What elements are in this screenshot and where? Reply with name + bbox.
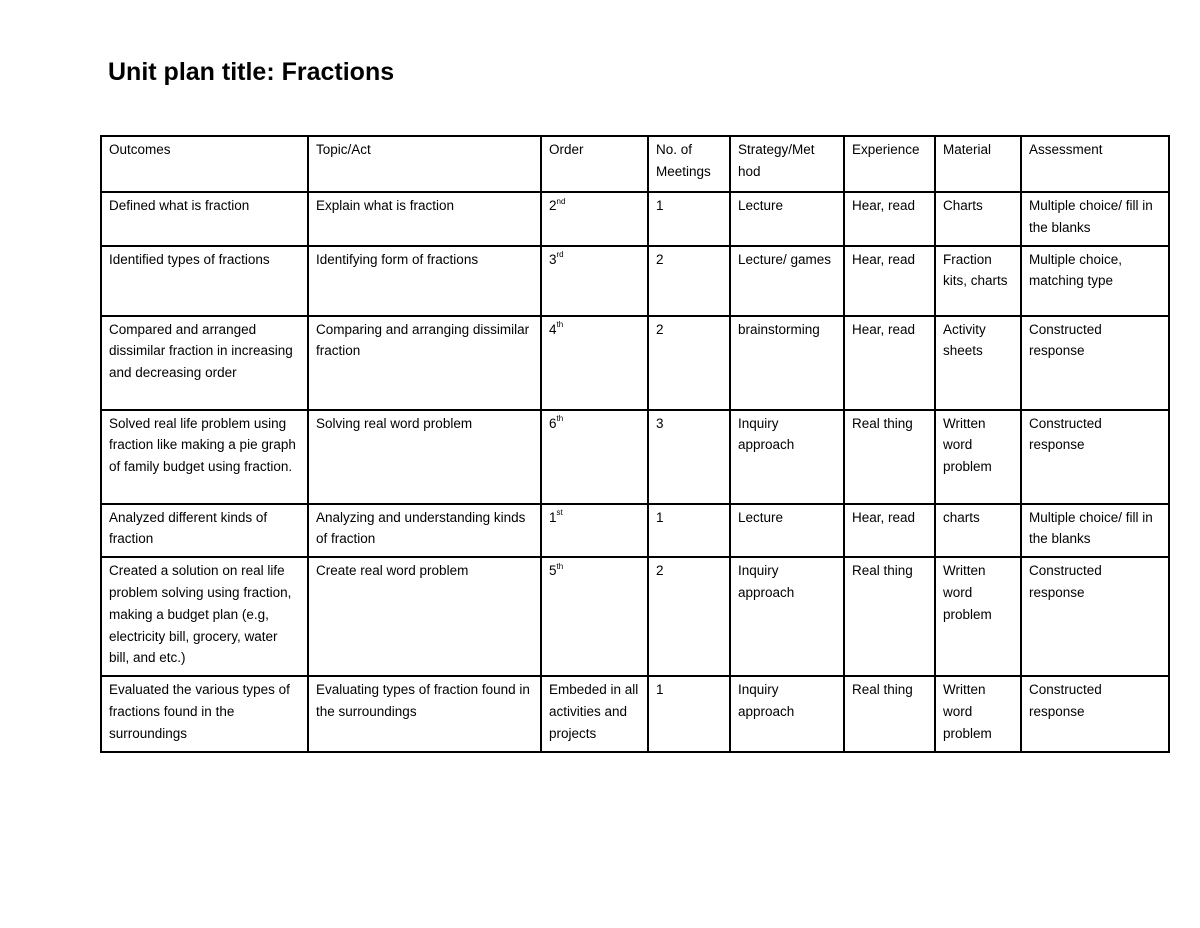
cell-assessment-text: Multiple choice, matching type (1029, 251, 1123, 289)
cell-experience-text: Real thing (852, 563, 913, 579)
cell-experience-text: Hear, read (852, 198, 916, 213)
cell-experience-text: Real thing (852, 415, 913, 431)
order-suffix: rd (556, 250, 564, 260)
cell-assessment (1021, 504, 1169, 558)
cell-topic-text: Create real word problem (316, 563, 469, 579)
cell-meetings-text: 1 (656, 198, 664, 213)
cell-assessment-text: Multiple choice/ fill in the blanks (1029, 198, 1153, 235)
cell-order-text: 3 (549, 251, 557, 267)
cell-material-text: Written word problem (943, 415, 992, 475)
cell-strategy-text: Lecture (738, 509, 784, 525)
cell-topic-text: Explain what is fraction (316, 198, 455, 213)
cell-outcome-text: Created a solution on real life problem solving using fraction, making a budget plan (e.g, electricity bill, grocery, water bill, and etc.) (109, 563, 292, 666)
cell-assessment-text: Constructed response (1029, 682, 1102, 719)
table-row (101, 504, 1169, 558)
cell-meetings (648, 557, 730, 676)
cell-order-text: 6 (549, 415, 557, 431)
cell-meetings (648, 246, 730, 316)
table-row (101, 557, 1169, 676)
cell-assessment (1021, 410, 1169, 504)
cell-assessment (1021, 557, 1169, 676)
cell-topic (308, 410, 541, 504)
cell-experience-text: Hear, read (852, 321, 916, 337)
cell-outcome-text: Analyzed different kinds of fraction (109, 509, 268, 547)
unit-plan-table (100, 135, 1170, 753)
cell-material (935, 504, 1021, 558)
cell-experience (844, 246, 935, 316)
cell-meetings (648, 676, 730, 751)
cell-topic-text: Comparing and arranging dissimilar fraction (316, 321, 530, 359)
header-order: Order (541, 136, 648, 192)
cell-strategy-text: brainstorming (738, 321, 820, 337)
cell-assessment (1021, 246, 1169, 316)
header-meetings: No. of Meetings (648, 136, 730, 192)
cell-order (541, 246, 648, 316)
cell-outcome-text: Solved real life problem using fraction like making a pie graph of family budget using fraction. (109, 415, 296, 475)
cell-assessment-text: Constructed response (1029, 563, 1102, 600)
cell-order-text: 1 (549, 509, 557, 525)
cell-experience-text: Real thing (852, 682, 913, 698)
cell-topic-text: Evaluating types of fraction found in the surroundings (316, 682, 530, 719)
cell-topic-text: Solving real word problem (316, 415, 473, 431)
cell-meetings (648, 192, 730, 246)
table-header-row (101, 136, 1169, 192)
cell-material-text: Written word problem (943, 563, 992, 622)
cell-strategy (730, 557, 844, 676)
cell-strategy (730, 410, 844, 504)
cell-experience (844, 410, 935, 504)
cell-experience (844, 316, 935, 410)
cell-topic (308, 192, 541, 246)
cell-outcome-text: Defined what is fraction (109, 198, 250, 213)
order-suffix: th (556, 414, 564, 424)
header-outcomes: Outcomes (101, 136, 308, 192)
cell-experience-text: Hear, read (852, 251, 916, 267)
cell-order (541, 316, 648, 410)
cell-order (541, 410, 648, 504)
cell-outcome-text: Compared and arranged dissimilar fraction in increasing and decreasing order (109, 321, 293, 381)
order-suffix: nd (556, 196, 566, 206)
cell-strategy-text: Inquiry approach (738, 563, 795, 600)
cell-outcome (101, 316, 308, 410)
cell-experience (844, 676, 935, 751)
table-row (101, 246, 1169, 316)
cell-meetings (648, 410, 730, 504)
cell-strategy (730, 192, 844, 246)
table-row (101, 192, 1169, 246)
cell-strategy (730, 246, 844, 316)
cell-assessment-text: Constructed response (1029, 415, 1102, 453)
page-title: Unit plan title: Fractions (108, 58, 395, 86)
cell-topic-text: Analyzing and understanding kinds of fraction (316, 509, 526, 547)
cell-topic (308, 504, 541, 558)
cell-strategy (730, 316, 844, 410)
cell-material-text: charts (943, 509, 980, 525)
cell-assessment-text: Constructed response (1029, 321, 1102, 359)
cell-topic (308, 316, 541, 410)
cell-material-text: Activity sheets (943, 321, 986, 359)
cell-strategy-text: Lecture/ games (738, 251, 832, 267)
header-experience: Experience (844, 136, 935, 192)
cell-meetings (648, 504, 730, 558)
order-suffix: th (556, 320, 564, 330)
table-row (101, 676, 1169, 751)
cell-meetings (648, 316, 730, 410)
cell-material-text: Charts (943, 198, 983, 213)
cell-experience (844, 557, 935, 676)
cell-assessment (1021, 316, 1169, 410)
header-topic: Topic/Act (308, 136, 541, 192)
cell-order (541, 192, 648, 246)
cell-topic (308, 676, 541, 751)
cell-strategy (730, 676, 844, 751)
cell-outcome (101, 192, 308, 246)
cell-order (541, 557, 648, 676)
cell-assessment (1021, 676, 1169, 751)
cell-meetings-text: 1 (656, 682, 664, 698)
cell-outcome (101, 676, 308, 751)
header-material: Material (935, 136, 1021, 192)
cell-meetings-text: 2 (656, 563, 664, 579)
cell-outcome (101, 557, 308, 676)
cell-order-text: 5 (549, 563, 557, 579)
cell-outcome-text: Identified types of fractions (109, 251, 270, 267)
cell-assessment (1021, 192, 1169, 246)
table-row (101, 316, 1169, 410)
cell-order (541, 504, 648, 558)
cell-order-text: 2 (549, 198, 557, 213)
cell-strategy-text: Lecture (738, 198, 784, 213)
header-assessment: Assessment (1021, 136, 1169, 192)
cell-topic-text: Identifying form of fractions (316, 251, 479, 267)
cell-material (935, 316, 1021, 410)
cell-meetings-text: 2 (656, 251, 664, 267)
cell-experience (844, 192, 935, 246)
cell-meetings-text: 2 (656, 321, 664, 337)
order-suffix: st (556, 508, 563, 518)
cell-outcome (101, 410, 308, 504)
cell-strategy (730, 504, 844, 558)
cell-order-text: Embeded in all activities and projects (549, 682, 639, 741)
cell-material-text: Written word problem (943, 682, 992, 741)
cell-outcome (101, 246, 308, 316)
cell-material (935, 192, 1021, 246)
cell-material-text: Fraction kits, charts (943, 251, 1008, 289)
table-row (101, 410, 1169, 504)
cell-material (935, 557, 1021, 676)
cell-experience (844, 504, 935, 558)
cell-material (935, 676, 1021, 751)
cell-material (935, 246, 1021, 316)
cell-outcome (101, 504, 308, 558)
cell-strategy-text: Inquiry approach (738, 682, 795, 719)
order-suffix: th (556, 561, 564, 571)
cell-order (541, 676, 648, 751)
cell-strategy-text: Inquiry approach (738, 415, 795, 453)
cell-material (935, 410, 1021, 504)
cell-assessment-text: Multiple choice/ fill in the blanks (1029, 509, 1153, 547)
cell-outcome-text: Evaluated the various types of fractions found in the surroundings (109, 682, 290, 741)
cell-topic (308, 246, 541, 316)
cell-order-text: 4 (549, 321, 557, 337)
cell-meetings-text: 3 (656, 415, 664, 431)
cell-topic (308, 557, 541, 676)
cell-meetings-text: 1 (656, 509, 664, 525)
header-strategy: Strategy/Met hod (730, 136, 844, 192)
cell-experience-text: Hear, read (852, 509, 916, 525)
